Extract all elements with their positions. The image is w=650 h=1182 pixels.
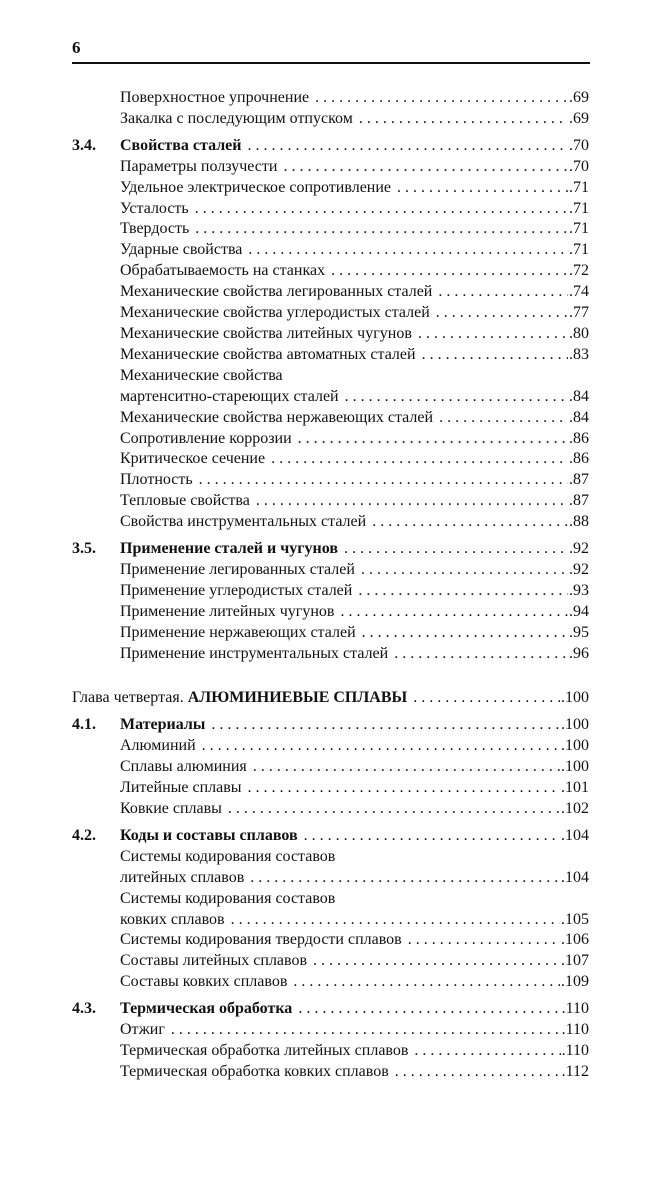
toc-entry[interactable] — [72, 324, 589, 345]
toc-entry-title: Применение углеродистых сталей — [120, 581, 353, 599]
leader-dots — [211, 715, 560, 736]
toc-entry-page: .84 — [569, 387, 589, 405]
toc-entry-page: .93 — [569, 581, 589, 599]
toc-entry-title: мартенситно-стареющих сталей — [120, 387, 339, 405]
toc-entry-page: .71 — [569, 241, 589, 259]
section-number: 4.1. — [72, 716, 96, 734]
toc-entry-page: .94 — [569, 602, 589, 620]
chapter-title — [72, 688, 407, 709]
toc-entry[interactable] — [72, 219, 589, 240]
toc-entry[interactable] — [72, 449, 589, 470]
toc-entry[interactable] — [72, 910, 589, 931]
toc-entry[interactable] — [72, 199, 589, 220]
toc-entry-page: .71 — [569, 199, 589, 217]
toc-entry[interactable] — [72, 1062, 589, 1083]
leader-dots — [304, 826, 560, 847]
toc-entry-title: ковких сплавов — [120, 910, 225, 928]
toc-entry[interactable] — [72, 470, 589, 491]
toc-entry-page: .74 — [569, 283, 589, 301]
toc-entry-page: .86 — [569, 450, 589, 468]
leader-dots — [315, 88, 568, 109]
toc-entry[interactable] — [72, 1020, 589, 1041]
toc-entry-page: .70 — [569, 157, 589, 175]
section-number: 4.2. — [72, 826, 96, 844]
toc-entry-title: Закалка с последующим отпуском — [120, 109, 353, 127]
toc-entry-title: Механические свойства автоматных сталей — [120, 345, 416, 363]
leader-dots — [439, 408, 568, 429]
page-number: 6 — [72, 38, 81, 57]
toc-entry-title: Сопротивление коррозии — [120, 429, 292, 447]
toc-entry-title: Ковкие сплавы — [120, 800, 222, 817]
leader-dots — [361, 560, 568, 581]
section-title: Термическая обработка — [120, 1000, 293, 1018]
toc-entry[interactable] — [72, 408, 589, 429]
leader-dots — [248, 240, 568, 261]
toc-entry[interactable] — [72, 109, 589, 130]
toc-entry-title: Механические свойства углеродистых сталей — [120, 304, 430, 322]
toc-entry-title: Ударные свойства — [120, 241, 243, 259]
section-title: Применение сталей и чугунов — [120, 540, 338, 558]
section-title: Коды и составы сплавов — [120, 826, 298, 844]
section-number: 3.4. — [72, 136, 96, 154]
toc-entry-page: .72 — [569, 262, 589, 280]
leader-dots — [414, 1041, 560, 1062]
toc-entry-title: Обрабатываемость на станках — [120, 262, 326, 280]
toc-entry-title: Сплавы алюминия — [120, 758, 247, 776]
leader-dots — [293, 972, 560, 993]
toc-entry-title: Твердость — [120, 220, 190, 238]
toc-entry-title: Поверхностное упрочнение — [120, 89, 310, 106]
toc-entry-title: Критическое сечение — [120, 450, 266, 468]
toc-entry[interactable] — [72, 644, 589, 665]
toc-entry-page: .100 — [561, 737, 589, 755]
table-of-contents — [72, 88, 589, 1083]
toc-entry-title: Термическая обработка ковких сплавов — [120, 1062, 389, 1080]
toc-entry[interactable] — [72, 512, 589, 533]
leader-dots — [438, 282, 568, 303]
toc-entry[interactable] — [72, 303, 589, 324]
toc-section-4-1[interactable] — [72, 715, 589, 736]
toc-entry[interactable] — [72, 972, 589, 993]
toc-entry-page: .105 — [561, 910, 589, 928]
toc-entry-title: Плотность — [120, 471, 193, 489]
toc-entry[interactable] — [72, 778, 589, 799]
toc-entry-page: .80 — [569, 324, 589, 342]
toc-entry-title-line1: Механические свойства — [120, 366, 283, 384]
toc-chapter-4[interactable] — [72, 688, 589, 709]
leader-dots — [358, 581, 568, 602]
toc-section-3-4[interactable] — [72, 136, 589, 157]
toc-entry-title: Свойства инструментальных сталей — [120, 513, 367, 531]
leader-dots — [397, 178, 568, 199]
leader-dots — [331, 261, 568, 282]
toc-entry[interactable] — [72, 757, 589, 778]
section-page: .110 — [561, 1000, 589, 1018]
toc-entry[interactable] — [72, 157, 589, 178]
toc-entry[interactable] — [72, 799, 589, 820]
section-title: Свойства сталей — [120, 136, 242, 154]
toc-entry-title: Удельное электрическое сопротивление — [120, 178, 392, 196]
leader-dots — [359, 109, 568, 130]
section-number: 3.5. — [72, 540, 96, 558]
leader-dots — [231, 910, 560, 931]
toc-entry-page: .107 — [561, 952, 589, 970]
leader-dots — [298, 999, 560, 1020]
leader-dots — [340, 602, 568, 623]
toc-entry-page: .87 — [569, 471, 589, 489]
toc-section-3-5[interactable] — [72, 539, 589, 560]
toc-entry[interactable] — [72, 623, 589, 644]
toc-entry[interactable] — [72, 178, 589, 199]
toc-entry-page: .92 — [569, 560, 589, 578]
toc-entry[interactable] — [72, 387, 589, 408]
leader-dots — [171, 1020, 561, 1041]
toc-entry-page: .83 — [569, 345, 589, 363]
leader-dots — [362, 623, 568, 644]
header-rule — [72, 62, 590, 64]
leader-dots — [195, 199, 568, 220]
section-page: .100 — [561, 716, 589, 734]
toc-entry-title: Системы кодирования твердости сплавов — [120, 931, 402, 949]
leader-dots — [408, 930, 560, 951]
toc-entry[interactable] — [72, 240, 589, 261]
section-page: .104 — [561, 826, 589, 844]
section-number: 4.3. — [72, 1000, 96, 1018]
toc-entry-page: .84 — [569, 408, 589, 426]
toc-entry-title-line1: Системы кодирования составов — [120, 889, 336, 907]
leader-dots — [202, 736, 560, 757]
toc-entry-page: .112 — [561, 1062, 589, 1080]
toc-entry[interactable] — [72, 930, 589, 951]
toc-entry[interactable] — [72, 429, 589, 450]
leader-dots — [253, 757, 560, 778]
toc-entry-title: Тепловые свойства — [120, 492, 250, 510]
toc-entry-page: .71 — [569, 178, 589, 196]
toc-section-4-2[interactable] — [72, 826, 589, 847]
toc-entry-page: .86 — [569, 429, 589, 447]
toc-entry-page: .96 — [569, 644, 589, 662]
toc-entry-page: .100 — [561, 758, 589, 776]
toc-entry[interactable] — [72, 1041, 589, 1062]
toc-entry-page: .110 — [561, 1021, 589, 1039]
toc-section-4-3[interactable] — [72, 999, 589, 1020]
toc-entry-page: .95 — [569, 623, 589, 641]
toc-entry-page: .88 — [569, 513, 589, 531]
leader-dots — [250, 868, 560, 889]
toc-entry-page: .71 — [569, 220, 589, 238]
leader-dots — [313, 951, 560, 972]
leader-dots — [395, 1062, 561, 1083]
toc-entry[interactable] — [72, 560, 589, 581]
toc-entry[interactable] — [72, 261, 589, 282]
toc-entry[interactable] — [72, 282, 589, 303]
toc-entry-page: .69 — [569, 109, 589, 127]
chapter-prefix: Глава четвертая. — [72, 689, 184, 707]
leader-dots — [418, 324, 568, 345]
toc-entry-title: Отжиг — [120, 1021, 165, 1039]
toc-entry-title: Литейные сплавы — [120, 779, 242, 797]
toc-entry-title-line1: Системы кодирования составов — [120, 847, 336, 865]
chapter-page: .100 — [561, 689, 589, 707]
toc-entry-title: Механические свойства нержавеющих сталей — [120, 408, 434, 426]
leader-dots — [422, 345, 568, 366]
toc-entry-title: Применение нержавеющих сталей — [120, 623, 356, 641]
toc-entry-page: .101 — [561, 779, 589, 797]
toc-entry-title: Параметры ползучести — [120, 157, 278, 175]
leader-dots — [372, 512, 568, 533]
toc-entry[interactable] — [72, 88, 589, 109]
leader-dots — [256, 491, 568, 512]
toc-entry[interactable] — [72, 345, 589, 366]
toc-entry-page: .69 — [569, 89, 589, 106]
section-page: .70 — [569, 136, 589, 154]
toc-entry-page: .104 — [561, 868, 589, 886]
toc-entry[interactable] — [72, 581, 589, 602]
leader-dots — [298, 429, 568, 450]
leader-dots — [413, 688, 560, 709]
toc-entry-title: Алюминий — [120, 737, 196, 755]
toc-entry-page: .109 — [561, 973, 589, 991]
toc-entry[interactable] — [72, 951, 589, 972]
toc-entry-page: .102 — [561, 800, 589, 817]
toc-entry[interactable] — [72, 736, 589, 757]
toc-entry-title: Применение легированных сталей — [120, 560, 355, 578]
leader-dots — [344, 539, 568, 560]
toc-entry[interactable] — [72, 868, 589, 889]
toc-entry-title: Механические свойства литейных чугунов — [120, 324, 412, 342]
leader-dots — [228, 799, 560, 820]
toc-entry-title: Механические свойства легированных сталей — [120, 283, 433, 301]
leader-dots — [394, 644, 568, 665]
toc-entry-page: .110 — [561, 1041, 589, 1059]
leader-dots — [195, 219, 568, 240]
toc-entry-page: .106 — [561, 931, 589, 949]
toc-entry-title: Применение инструментальных сталей — [120, 644, 389, 662]
leader-dots — [436, 303, 568, 324]
toc-entry-title: Составы литейных сплавов — [120, 952, 308, 970]
toc-entry-page: .87 — [569, 492, 589, 510]
toc-entry-title: Термическая обработка литейных сплавов — [120, 1041, 409, 1059]
toc-entry-title: Составы ковких сплавов — [120, 973, 288, 991]
leader-dots — [271, 449, 568, 470]
toc-entry[interactable] — [72, 491, 589, 512]
toc-entry-title: Усталость — [120, 199, 189, 217]
section-page: .92 — [569, 540, 589, 558]
leader-dots — [248, 778, 560, 799]
leader-dots — [283, 157, 568, 178]
leader-dots — [199, 470, 568, 491]
toc-entry-page: .77 — [569, 304, 589, 322]
toc-entry-title: Применение литейных чугунов — [120, 602, 335, 620]
toc-entry[interactable] — [72, 602, 589, 623]
chapter-name: АЛЮМИНИЕВЫЕ СПЛАВЫ — [187, 689, 408, 707]
leader-dots — [248, 136, 569, 157]
leader-dots — [345, 387, 568, 408]
section-title: Материалы — [120, 716, 206, 734]
toc-entry-title: литейных сплавов — [120, 868, 245, 886]
